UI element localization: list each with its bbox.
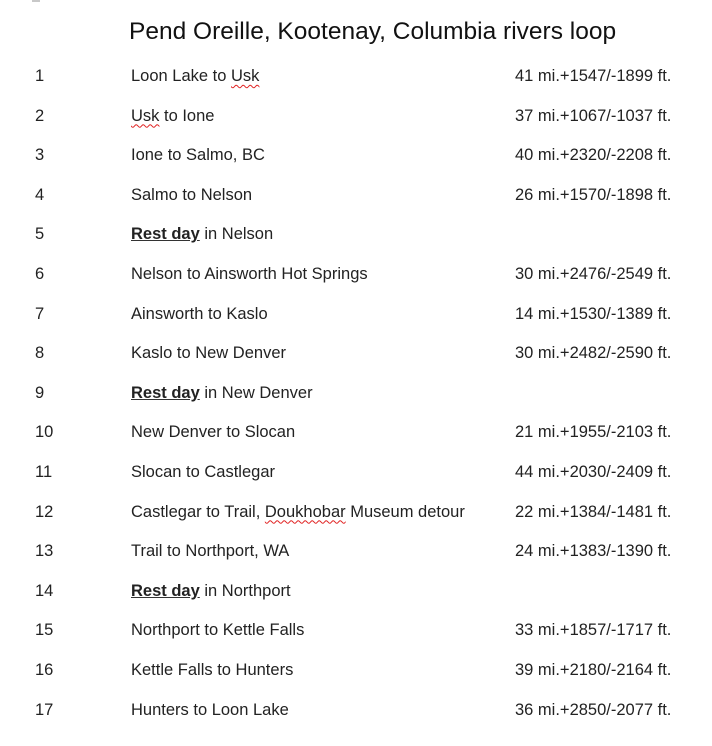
route-stats: 30 mi.+2482/-2590 ft. <box>515 344 672 363</box>
route-stats: 24 mi.+1383/-1390 ft. <box>515 542 672 561</box>
route-description: Trail to Northport, WA <box>131 542 290 561</box>
itinerary-row <box>0 413 712 453</box>
itinerary-row <box>0 572 712 612</box>
route-description <box>131 493 465 533</box>
route-text: in Northport <box>199 581 291 600</box>
itinerary-table <box>0 57 712 730</box>
route-stats: 41 mi.+1547/-1899 ft. <box>515 67 672 85</box>
route-description: Ainsworth to Kaslo <box>131 304 268 323</box>
route-text: to Ione <box>159 106 215 125</box>
itinerary-row <box>0 453 712 493</box>
itinerary-row <box>0 611 712 651</box>
itinerary-row <box>0 374 712 414</box>
route-text: in Nelson <box>199 225 274 244</box>
route-description <box>131 215 273 255</box>
document-title: Pend Oreille, Kootenay, Columbia rivers loop <box>129 18 617 45</box>
route-description <box>131 572 291 612</box>
itinerary-row <box>0 136 712 176</box>
itinerary-row <box>0 215 712 255</box>
route-description: New Denver to Slocan <box>131 423 296 442</box>
day-number: 4 <box>35 185 45 204</box>
day-number: 2 <box>35 106 45 125</box>
day-number: 5 <box>35 225 45 244</box>
itinerary-row <box>0 651 712 691</box>
day-number: 11 <box>35 462 53 481</box>
day-number: 16 <box>35 660 54 679</box>
route-stats: 33 mi.+1857/-1717 ft. <box>515 621 672 640</box>
itinerary-row <box>0 295 712 335</box>
itinerary-row <box>0 691 712 731</box>
itinerary-row <box>0 255 712 295</box>
itinerary-row <box>0 532 712 572</box>
day-number: 13 <box>35 542 54 561</box>
itinerary-row <box>0 493 712 533</box>
route-text: Museum detour <box>345 502 465 521</box>
route-description <box>131 374 313 414</box>
route-stats: 44 mi.+2030/-2409 ft. <box>515 462 672 481</box>
route-description <box>131 57 259 97</box>
day-number: 17 <box>35 700 54 719</box>
day-number: 6 <box>35 264 45 283</box>
spellcheck-word[interactable]: Usk <box>131 106 160 125</box>
itinerary-row <box>0 176 712 216</box>
day-number: 8 <box>35 344 45 363</box>
route-description: Slocan to Castlegar <box>131 462 275 481</box>
route-stats: 37 mi.+1067/-1037 ft. <box>515 106 672 125</box>
route-description: Nelson to Ainsworth Hot Springs <box>131 264 368 283</box>
itinerary-row <box>0 334 712 374</box>
route-stats: 36 mi.+2850/-2077 ft. <box>515 700 672 719</box>
day-number: 1 <box>35 67 45 85</box>
rest-day-label: Rest day <box>131 581 200 600</box>
route-stats: 14 mi.+1530/-1389 ft. <box>515 304 672 323</box>
route-description: Northport to Kettle Falls <box>131 621 305 640</box>
day-number: 7 <box>35 304 45 323</box>
route-description: Ione to Salmo, BC <box>131 146 265 165</box>
route-stats: 40 mi.+2320/-2208 ft. <box>515 146 672 165</box>
route-stats: 26 mi.+1570/-1898 ft. <box>515 185 672 204</box>
spellcheck-word[interactable]: Doukhobar <box>264 502 346 521</box>
itinerary-row <box>0 97 712 137</box>
itinerary-row <box>0 57 712 97</box>
route-description: Salmo to Nelson <box>131 185 253 204</box>
route-description: Kettle Falls to Hunters <box>131 660 294 679</box>
route-stats: 22 mi.+1384/-1481 ft. <box>515 502 672 521</box>
day-number: 9 <box>35 383 45 402</box>
day-number: 15 <box>35 621 54 640</box>
route-text: Loon Lake to <box>131 67 231 85</box>
day-number: 10 <box>35 423 54 442</box>
route-text: in New Denver <box>199 383 313 402</box>
rest-day-label: Rest day <box>131 225 200 244</box>
rest-day-label: Rest day <box>131 383 200 402</box>
spellcheck-word[interactable]: Usk <box>231 67 260 85</box>
day-number: 14 <box>35 581 54 600</box>
route-description <box>131 97 214 137</box>
day-number: 12 <box>35 502 54 521</box>
route-stats: 39 mi.+2180/-2164 ft. <box>515 660 672 679</box>
route-stats: 30 mi.+2476/-2549 ft. <box>515 264 672 283</box>
day-number: 3 <box>35 146 45 165</box>
route-stats: 21 mi.+1955/-2103 ft. <box>515 423 672 442</box>
corner-mark <box>32 0 40 2</box>
route-text: Castlegar to Trail, <box>131 502 265 521</box>
route-description: Hunters to Loon Lake <box>131 700 289 719</box>
route-description: Kaslo to New Denver <box>131 344 286 363</box>
